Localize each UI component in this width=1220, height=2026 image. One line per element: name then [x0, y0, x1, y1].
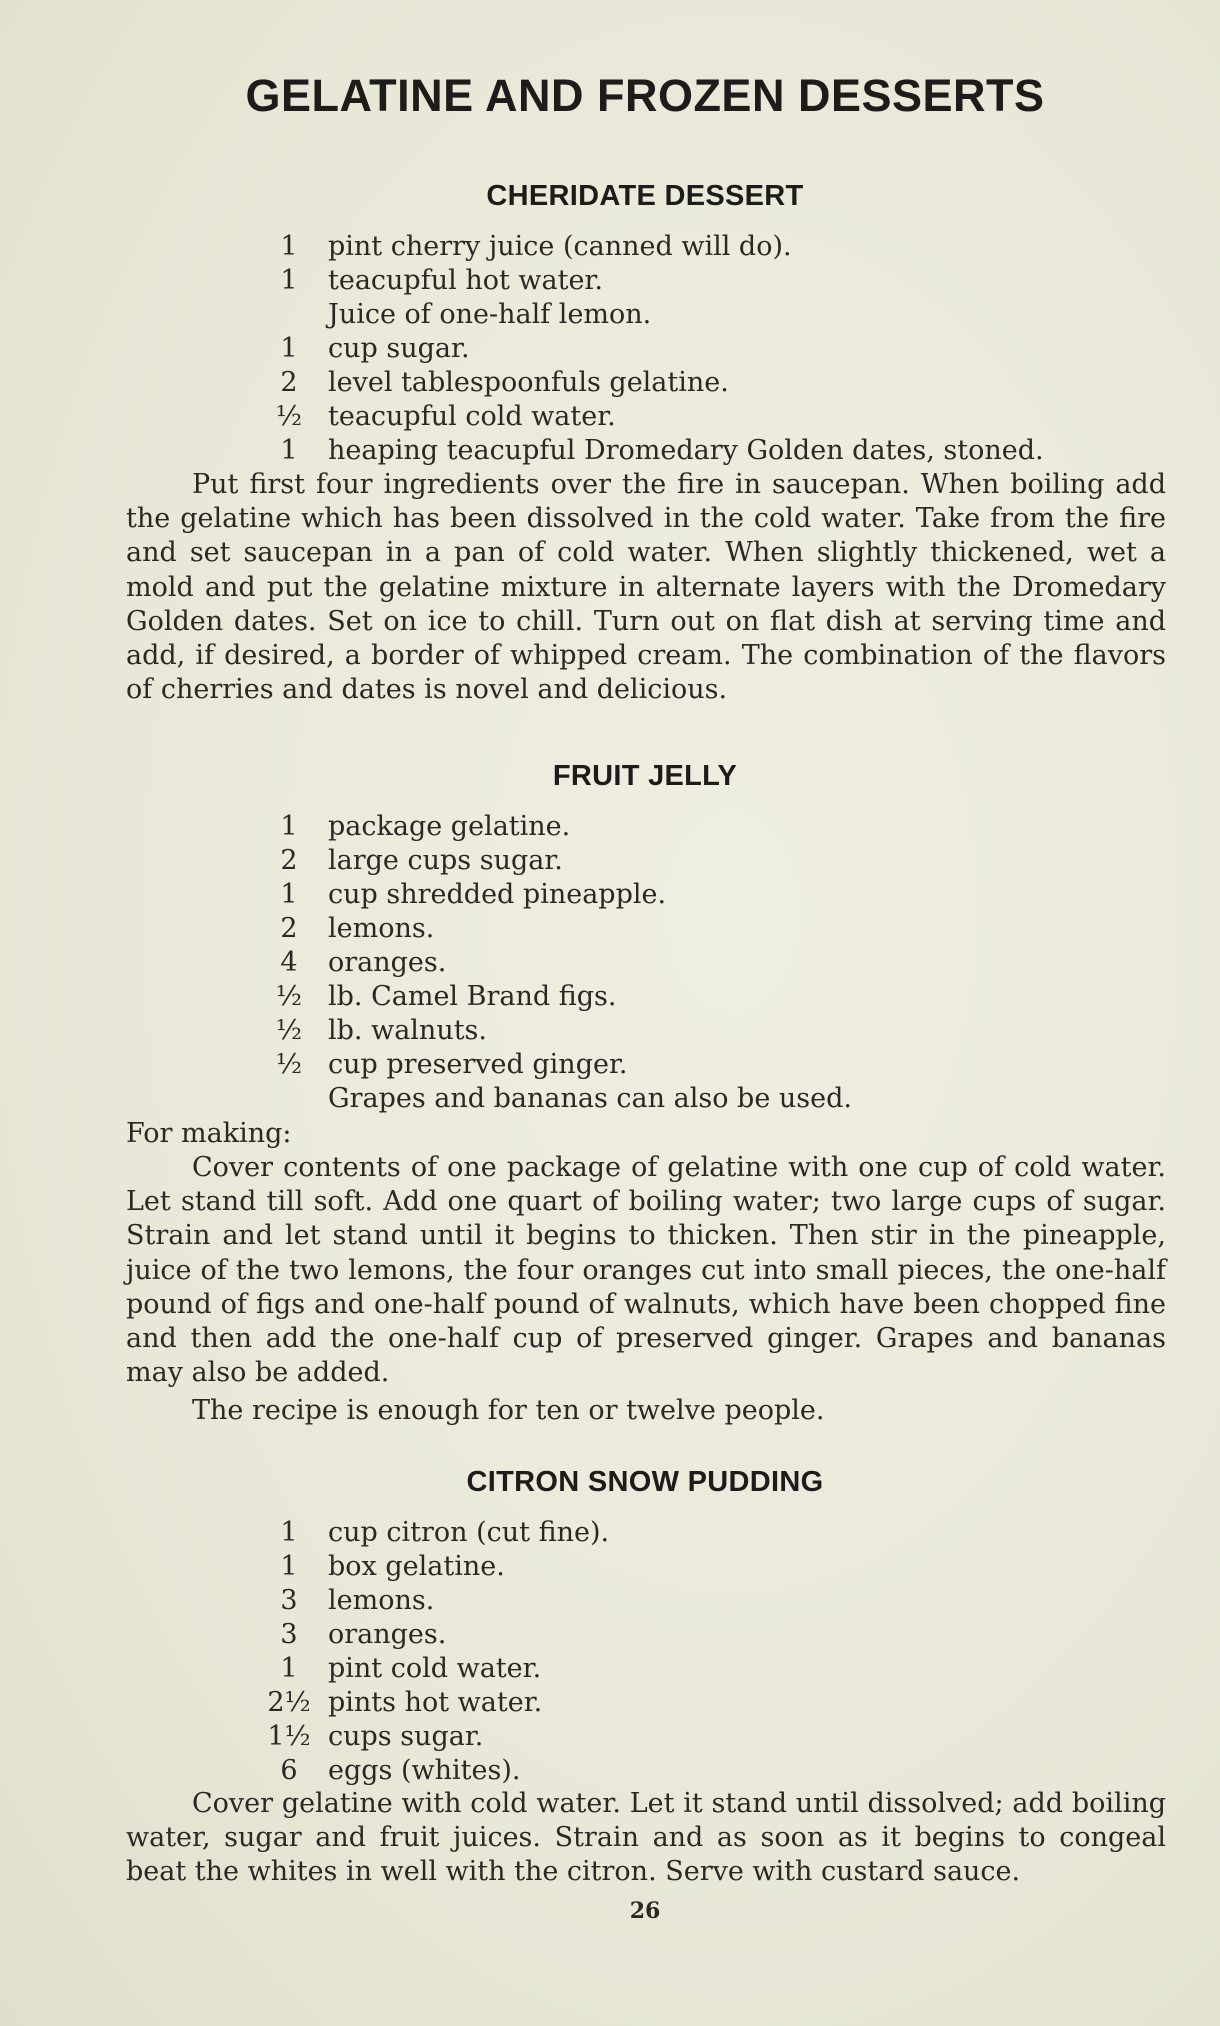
ingredient-row: [250, 230, 1044, 264]
ingredient-row: [250, 366, 1044, 400]
ingredient-row: [250, 1550, 609, 1584]
ingredient-qty: 2½: [267, 1687, 311, 1718]
ingredient-row: [250, 1652, 609, 1686]
ingredient-qty: ½: [275, 1049, 303, 1080]
ingredient-text: lb. Camel Brand figs.: [328, 981, 617, 1012]
ingredient-row: [250, 946, 852, 980]
ingredient-qty: 1: [280, 879, 298, 910]
ingredient-text: package gelatine.: [328, 811, 571, 842]
ingredient-text: box gelatine.: [328, 1551, 505, 1582]
directions-text: Cover contents of one package of gelatine with one cup of cold water. Let stand till soft. Add one quart of boiling water; two large cups of sugar. Strain and let stand until it begins to thicken. Then stir in the pineapple, juice of the two lemons, the four oranges cut into small pieces, the one-half pound of figs and one-half pound of walnuts, which have been chopped fine and then add the one-half cup of preserved ginger. Grapes and bananas may also be added.: [126, 1152, 1166, 1389]
directions-fruit-jelly: [126, 1151, 1166, 1390]
for-making-label: For making:: [126, 1118, 292, 1149]
directions-cheridate: [126, 468, 1166, 707]
ingredient-qty: 1: [280, 265, 298, 296]
recipe-title-cheridate: CHERIDATE DESSERT: [486, 180, 804, 212]
ingredient-text: cup preserved ginger.: [328, 1049, 628, 1080]
ingredient-row: [250, 1754, 609, 1788]
ingredient-qty: 3: [280, 1585, 298, 1616]
ingredient-text: oranges.: [328, 1619, 447, 1650]
ingredient-qty: ½: [275, 981, 303, 1012]
ingredient-text: heaping teacupful Dromedary Golden dates, stoned.: [328, 435, 1044, 466]
ingredient-qty: 1½: [267, 1721, 311, 1752]
ingredient-qty: 1: [280, 435, 298, 466]
ingredient-row: [250, 434, 1044, 468]
recipe-title-citron: CITRON SNOW PUDDING: [466, 1466, 824, 1498]
ingredient-text: lb. walnuts.: [328, 1015, 487, 1046]
ingredient-qty: 1: [280, 811, 298, 842]
ingredient-list-citron: [250, 1516, 609, 1788]
ingredient-row: [250, 1014, 852, 1048]
ingredient-list-cheridate: [250, 230, 1044, 468]
ingredient-text: teacupful hot water.: [328, 265, 603, 296]
ingredient-list-fruit-jelly: [250, 810, 852, 1116]
ingredient-text: pint cherry juice (canned will do).: [328, 231, 792, 262]
ingredient-row: [250, 332, 1044, 366]
ingredient-text: oranges.: [328, 947, 447, 978]
ingredient-row: [250, 1618, 609, 1652]
ingredient-row: [250, 264, 1044, 298]
ingredient-row: [250, 1082, 852, 1116]
ingredient-text: teacupful cold water.: [328, 401, 616, 432]
ingredient-text: Grapes and bananas can also be used.: [328, 1083, 852, 1114]
ingredient-text: cups sugar.: [328, 1721, 484, 1752]
ingredient-row: [250, 1720, 609, 1754]
ingredient-qty: 2: [280, 367, 298, 398]
ingredient-text: cup sugar.: [328, 333, 470, 364]
ingredient-qty: ½: [275, 1015, 303, 1046]
ingredient-text: pints hot water.: [328, 1687, 543, 1718]
ingredient-qty: 1: [280, 1551, 298, 1582]
ingredient-row: [250, 1584, 609, 1618]
ingredient-text: large cups sugar.: [328, 845, 563, 876]
serving-note: The recipe is enough for ten or twelve people.: [192, 1395, 825, 1426]
ingredient-qty: 6: [280, 1755, 298, 1786]
ingredient-text: lemons.: [328, 1585, 435, 1616]
page-title: GELATINE AND FROZEN DESSERTS: [245, 70, 1045, 121]
ingredient-qty: 1: [280, 333, 298, 364]
ingredient-row: [250, 844, 852, 878]
ingredient-qty: 3: [280, 1619, 298, 1650]
ingredient-qty: 2: [280, 913, 298, 944]
ingredient-qty: ½: [275, 401, 303, 432]
directions-text: Cover gelatine with cold water. Let it stand until dissolved; add boiling water, sugar and fruit juices. Strain and as soon as it begins to congeal beat the whites in well with the citron. Serve with custard sauce.: [126, 1788, 1166, 1888]
ingredient-qty: 4: [280, 947, 298, 978]
directions-text: Put first four ingredients over the fire in saucepan. When boiling add the gelatine which has been dissolved in the cold water. Take from the fire and set saucepan in a pan of cold water. When slightly thickened, wet a mold and put the gelatine mixture in alternate layers with the Dromedary Golden dates. Set on ice to chill. Turn out on flat dish at serving time and add, if desired, a border of whipped cream. The combination of the flavors of cherries and dates is novel and delicious.: [126, 469, 1166, 706]
directions-citron: [126, 1787, 1166, 1890]
ingredient-row: [250, 1048, 852, 1082]
ingredient-row: [250, 400, 1044, 434]
ingredient-row: [250, 912, 852, 946]
ingredient-text: level tablespoonfuls gelatine.: [328, 367, 729, 398]
ingredient-qty: 1: [280, 1517, 298, 1548]
ingredient-row: [250, 1686, 609, 1720]
ingredient-row: [250, 878, 852, 912]
ingredient-text: pint cold water.: [328, 1653, 542, 1684]
ingredient-row: [250, 1516, 609, 1550]
ingredient-text: cup shredded pineapple.: [328, 879, 667, 910]
ingredient-row: [250, 298, 1044, 332]
ingredient-text: lemons.: [328, 913, 435, 944]
ingredient-qty: 1: [280, 231, 298, 262]
ingredient-qty: 2: [280, 845, 298, 876]
recipe-title-fruit-jelly: FRUIT JELLY: [552, 760, 738, 792]
ingredient-text: Juice of one-half lemon.: [328, 299, 652, 330]
ingredient-row: [250, 980, 852, 1014]
ingredient-row: [250, 810, 852, 844]
ingredient-text: cup citron (cut fine).: [328, 1517, 610, 1548]
ingredient-qty: 1: [280, 1653, 298, 1684]
ingredient-text: eggs (whites).: [328, 1755, 521, 1786]
page-number: 26: [629, 1898, 661, 1924]
